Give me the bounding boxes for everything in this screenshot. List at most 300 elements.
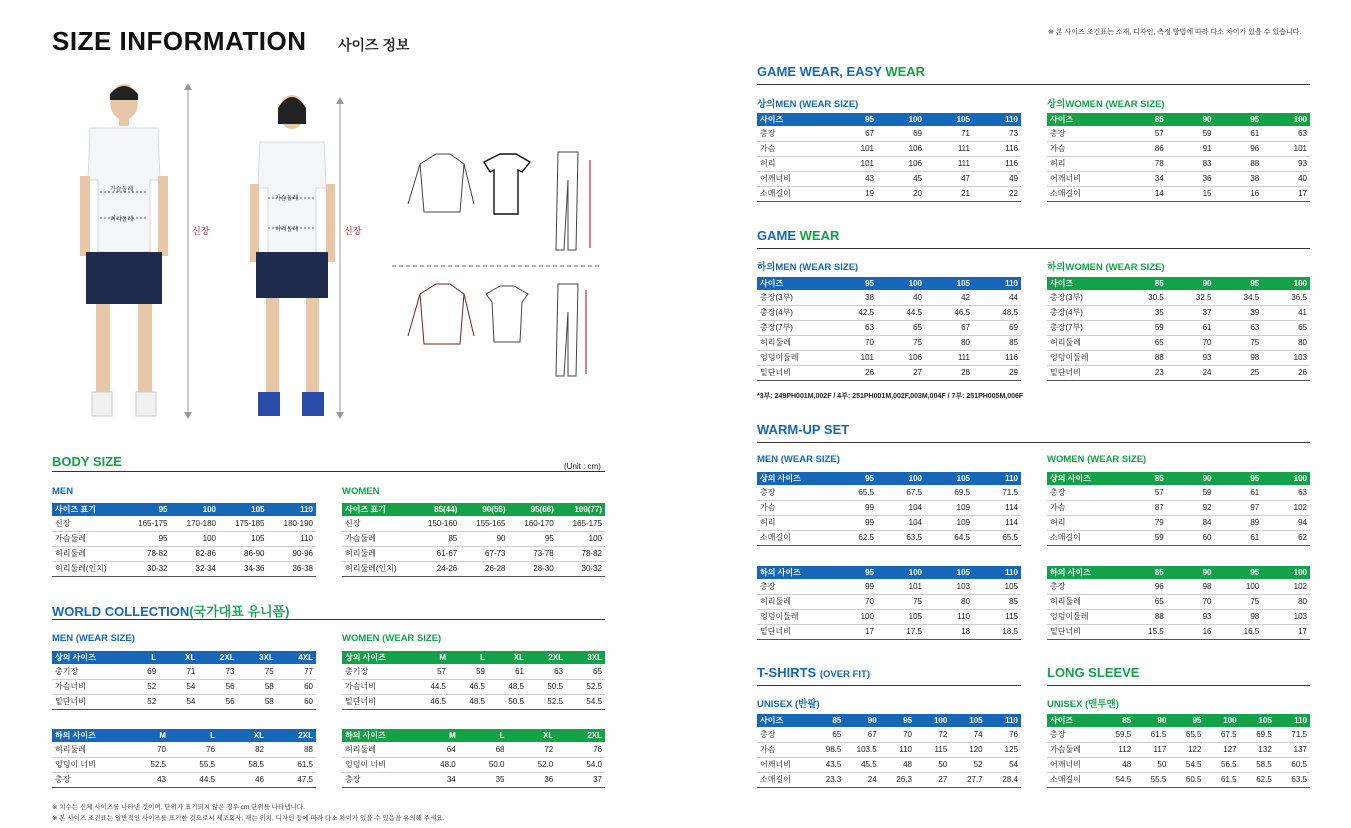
table-row [757,335,1021,350]
table-cell: 67 [829,126,877,141]
table-header-size: 105 [219,503,268,516]
row-label: 허리둘레 [342,742,410,757]
table-cell: 54.5 [1169,757,1204,772]
table-cell: 32-34 [171,561,220,576]
table-cell: 48.5 [488,679,527,694]
table-header-row [52,729,316,742]
table-cell: 70 [880,727,915,742]
table-cell: 115 [973,609,1021,624]
table-cell: 58.5 [218,757,267,772]
table-cell: 70 [120,742,169,757]
table-row [1047,126,1310,141]
table-header-size: 95 [1215,566,1263,579]
table-header-label: 사이즈 [757,113,829,126]
table-cell: 85 [412,531,460,546]
table-row [1047,742,1310,757]
world-rule [52,619,605,620]
table-cell: 88 [1215,156,1263,171]
table-cell: 63 [1262,126,1310,141]
table-cell: 96 [1119,579,1167,594]
table-cell: 98 [1215,609,1263,624]
row-label: 허리둘레 [342,546,412,561]
table-cell: 48.5 [449,694,488,709]
table-header-size: 100 [877,113,925,126]
table-cell: 132 [1240,742,1275,757]
world-women-top-table [342,651,605,710]
row-label: 허리 [757,515,829,530]
table-cell: 78-82 [122,546,171,561]
table-cell: 165-175 [557,516,605,531]
table-cell: 65 [809,727,844,742]
table-row [1047,609,1310,624]
table-header-size: 90 [1167,113,1215,126]
table-header-size: M [410,651,449,664]
table-cell: 61.5 [1134,727,1169,742]
table-row [1047,350,1310,365]
table-row [757,727,1021,742]
table-row [1047,365,1310,380]
warmup-men-top-table [757,472,1021,546]
tshirts-rule [757,685,1021,686]
table-cell: 80 [925,594,973,609]
row-label: 엉덩이둘레 [757,609,829,624]
row-label: 총기장 [342,664,410,679]
table-header-size: 85 [1119,472,1167,485]
table-cell: 24 [844,772,879,787]
table-cell: 34.5 [1215,290,1263,305]
table-cell: 57 [1119,126,1167,141]
table-cell: 94 [1262,515,1310,530]
warmup-women-bottom-table [1047,566,1310,640]
table-cell: 50.5 [488,694,527,709]
table-cell: 17.5 [877,624,925,639]
row-label: 총장 [1047,579,1119,594]
table-cell: 86 [1119,141,1167,156]
table-cell: 64.5 [925,530,973,545]
table-header-size: 105 [950,714,985,727]
table-row [757,365,1021,380]
table-cell: 40 [1262,171,1310,186]
table-cell: 54.5 [566,694,605,709]
table-cell: 101 [829,141,877,156]
table-cell: 16 [1215,186,1263,201]
table-cell: 63 [1262,485,1310,500]
row-label: 어깨너비 [757,171,829,186]
table-cell: 112 [1099,742,1134,757]
table-cell: 125 [986,742,1021,757]
table-cell: 29 [973,365,1021,380]
table-cell: 80 [925,335,973,350]
table-row [52,679,316,694]
table-row [757,350,1021,365]
table-row [757,515,1021,530]
table-header-size: 85 [809,714,844,727]
table-cell: 52.5 [527,694,566,709]
table-cell: 63.5 [877,530,925,545]
table-cell: 26-28 [460,561,508,576]
table-header-size: L [459,729,508,742]
warmup-women-label: WOMEN (WEAR SIZE) [1047,454,1147,465]
table-row [1047,500,1310,515]
table-cell: 104 [877,500,925,515]
row-label: 가슴둘레 [342,531,412,546]
world-women-label: WOMEN (WEAR SIZE) [342,633,442,644]
table-row [342,531,605,546]
table-cell: 18 [925,624,973,639]
table-cell: 72 [508,742,557,757]
body-men-table [52,503,316,577]
row-label: 총장 [757,485,829,500]
warmup-women-top-table [1047,472,1310,546]
table-cell: 103 [925,579,973,594]
table-row [757,757,1021,772]
table-row [342,772,605,787]
table-cell: 27 [877,365,925,380]
table-cell: 175-185 [219,516,268,531]
table-row [52,516,316,531]
table-cell: 100 [1215,579,1263,594]
table-cell: 69.5 [1240,727,1275,742]
table-row [757,624,1021,639]
table-cell: 70 [829,335,877,350]
table-cell: 110 [880,742,915,757]
table-row [1047,186,1310,201]
table-cell: 99 [829,500,877,515]
female-chest-label: 가슴둘레 [275,196,299,202]
table-cell: 28.4 [986,772,1021,787]
table-row [1047,485,1310,500]
game-easy-rule [757,84,1310,85]
table-header-size: XL [488,651,527,664]
table-row [1047,594,1310,609]
table-cell: 47.5 [267,772,316,787]
table-cell: 64 [410,742,459,757]
table-cell: 56.5 [1204,757,1239,772]
warmup-men-bottom-table [757,566,1021,640]
table-cell: 37 [1167,305,1215,320]
table-cell: 28 [925,365,973,380]
table-cell: 54 [159,679,198,694]
row-label: 허리 [757,156,829,171]
tshirts-table [757,714,1021,788]
row-label: 어깨너비 [757,757,809,772]
table-header-label: 상의 사이즈 [1047,472,1119,485]
table-header-size: 110 [973,277,1021,290]
table-row [52,772,316,787]
table-cell: 59 [1119,530,1167,545]
table-row [757,579,1021,594]
table-cell: 17 [1262,186,1310,201]
table-header-row [757,472,1021,485]
row-label: 가슴 [757,500,829,515]
table-cell: 78-82 [557,546,605,561]
table-cell: 46 [218,772,267,787]
table-cell: 52 [120,694,159,709]
table-header-size: 100 [1262,472,1310,485]
row-label: 총기장 [52,664,120,679]
table-header-size: 3XL [566,651,605,664]
table-cell: 30-32 [122,561,171,576]
table-header-row [1047,113,1310,126]
table-header-row [52,503,316,516]
table-row [757,594,1021,609]
table-row [52,757,316,772]
table-header-size: 85(44) [412,503,460,516]
row-label: 밑단너비 [1047,624,1119,639]
table-cell: 73-78 [509,546,557,561]
table-cell: 61 [1215,485,1263,500]
row-label: 총장 [1047,485,1119,500]
table-cell: 62 [1262,530,1310,545]
table-cell: 35 [1119,305,1167,320]
row-label: 총장 [757,727,809,742]
table-cell: 104 [877,515,925,530]
game-easy-men-table [757,113,1021,202]
table-cell: 101 [1262,141,1310,156]
table-header-size: 95 [829,113,877,126]
body-size-heading: BODY SIZE [52,454,122,469]
table-header-size: 90 [1134,714,1169,727]
table-cell: 50.0 [459,757,508,772]
table-row [1047,171,1310,186]
table-cell: 50 [915,757,950,772]
row-label: 가슴너비 [52,679,120,694]
table-header-size: 85 [1119,566,1167,579]
game-easy-men-label: 상의MEN (WEAR SIZE) [757,99,859,110]
table-cell: 63 [1215,320,1263,335]
table-header-label: 사이즈 [1047,113,1119,126]
table-row [342,757,605,772]
table-cell: 63.5 [1275,772,1310,787]
table-header-size: 90 [1167,566,1215,579]
row-label: 신장 [342,516,412,531]
table-cell: 63 [527,664,566,679]
table-cell: 76 [556,742,605,757]
table-cell: 102 [1262,579,1310,594]
row-label: 총장 [52,772,120,787]
table-cell: 97 [1215,500,1263,515]
table-header-size: 95 [829,566,877,579]
table-cell: 43 [829,171,877,186]
table-header-size: 105 [925,566,973,579]
game-wear-men-table [757,277,1021,381]
row-label: 총장(4부) [757,305,829,320]
table-header-size: 110 [986,714,1021,727]
table-cell: 61 [1167,320,1215,335]
table-header-size: XL [218,729,267,742]
table-header-size: 2XL [198,651,237,664]
table-cell: 43.5 [809,757,844,772]
table-cell: 89 [1215,515,1263,530]
table-cell: 38 [1215,171,1263,186]
table-cell: 45.5 [844,757,879,772]
table-row [1047,757,1310,772]
table-header-size: 110 [973,113,1021,126]
table-cell: 61 [1215,530,1263,545]
table-row [757,485,1021,500]
table-cell: 74 [950,727,985,742]
table-header-label: 하의 사이즈 [757,566,829,579]
table-header-size: 100 [1262,113,1310,126]
row-label: 총장 [757,126,829,141]
table-cell: 65.5 [829,485,877,500]
table-header-label: 하의 사이즈 [342,729,410,742]
row-label: 밑단너비 [757,365,829,380]
table-cell: 52 [950,757,985,772]
body-women-label: WOMEN [342,486,380,497]
table-header-size: 105 [925,472,973,485]
table-cell: 24 [1167,365,1215,380]
table-header-size: 100 [1262,566,1310,579]
table-cell: 18.5 [973,624,1021,639]
table-row [757,126,1021,141]
row-label: 총장(7부) [1047,320,1119,335]
table-cell: 106 [877,141,925,156]
warmup-heading: WARM-UP SET [757,422,850,437]
table-cell: 46.5 [410,694,449,709]
table-header-row [757,714,1021,727]
table-cell: 69.5 [925,485,973,500]
table-cell: 105 [877,609,925,624]
table-cell: 160-170 [509,516,557,531]
model-photos [70,80,610,425]
table-cell: 30-32 [557,561,605,576]
row-label: 소매길이 [1047,530,1119,545]
table-cell: 36 [508,772,557,787]
table-header-size: 105 [1240,714,1275,727]
table-header-size: 85 [1119,277,1167,290]
table-cell: 69 [120,664,159,679]
row-label: 엉덩이둘레 [1047,350,1119,365]
table-header-label: 하의 사이즈 [1047,566,1119,579]
table-cell: 44.5 [410,679,449,694]
table-cell: 71 [925,126,973,141]
table-header-label: 상의 사이즈 [52,651,120,664]
table-cell: 111 [925,350,973,365]
table-header-size: XL [508,729,557,742]
table-cell: 117 [1134,742,1169,757]
table-header-row [1047,277,1310,290]
table-cell: 40 [877,290,925,305]
footnote-1: ※ 치수는 신체 사이즈를 나타낸 것이며, 단위가 표기되지 않은 경우 cm 단위를 나타냅니다. [52,804,305,811]
row-label: 총장 [757,579,829,594]
table-cell: 21 [925,186,973,201]
table-cell: 84 [1167,515,1215,530]
world-women-bottom-table [342,729,605,788]
table-cell: 26 [1262,365,1310,380]
table-cell: 70 [1167,594,1215,609]
table-header-size: 95(66) [509,503,557,516]
row-label: 밑단너비 [52,694,120,709]
table-cell: 59 [1167,126,1215,141]
table-row [757,156,1021,171]
row-label: 엉덩이둘레 [757,350,829,365]
male-chest-label: 가슴둘레 [110,187,134,193]
table-row [52,694,316,709]
row-label: 가슴너비 [342,679,410,694]
table-row [757,320,1021,335]
table-cell: 155-165 [460,516,508,531]
table-row [342,516,605,531]
table-cell: 75 [238,664,277,679]
table-cell: 54 [986,757,1021,772]
table-cell: 52.5 [566,679,605,694]
table-cell: 50 [1134,757,1169,772]
table-header-size: M [410,729,459,742]
table-cell: 58 [238,694,277,709]
row-label: 허리둘레 [52,546,122,561]
table-cell: 56 [198,679,237,694]
table-cell: 61-67 [412,546,460,561]
table-cell: 115 [915,742,950,757]
row-label: 밑단너비 [342,694,410,709]
table-cell: 62.5 [829,530,877,545]
table-header-size: 100(77) [557,503,605,516]
table-header-size: 100 [877,472,925,485]
warmup-men-label: MEN (WEAR SIZE) [757,454,840,465]
table-row [757,530,1021,545]
table-header-size: 110 [973,566,1021,579]
table-cell: 23.3 [809,772,844,787]
table-header-label: 상의 사이즈 [757,472,829,485]
table-cell: 22 [973,186,1021,201]
table-cell: 69 [877,126,925,141]
table-header-size: 100 [915,714,950,727]
table-header-size: 95 [880,714,915,727]
table-cell: 98.5 [809,742,844,757]
table-header-label: 사이즈 [1047,277,1119,290]
table-header-row [1047,472,1310,485]
table-cell: 100 [171,531,220,546]
table-row [1047,141,1310,156]
table-cell: 95 [509,531,557,546]
table-cell: 91 [1167,141,1215,156]
table-header-label: 사이즈 [1047,714,1099,727]
table-cell: 85 [973,335,1021,350]
row-label: 허리 [1047,515,1119,530]
table-row [1047,772,1310,787]
male-waist-label: 허리둘레 [110,217,134,223]
table-cell: 80 [1262,335,1310,350]
table-header-label: 사이즈 [757,714,809,727]
table-cell: 122 [1169,742,1204,757]
table-cell: 52.0 [508,757,557,772]
table-cell: 55.5 [169,757,218,772]
table-cell: 62.5 [1240,772,1275,787]
table-header-size: 95 [829,277,877,290]
table-cell: 43 [120,772,169,787]
table-header-size: 2XL [267,729,316,742]
table-cell: 83 [1167,156,1215,171]
table-header-size: 85 [1099,714,1134,727]
table-cell: 34-36 [219,561,268,576]
table-cell: 54.5 [1099,772,1134,787]
table-cell: 65 [877,320,925,335]
table-header-size: 100 [877,277,925,290]
table-cell: 180-190 [268,516,317,531]
disclaimer: ※ 본 사이즈 조건표는 소재, 디자인, 측정 방법에 따라 다소 차이가 있을 수 있습니다. [1048,29,1302,36]
row-label: 총장(3부) [1047,290,1119,305]
table-cell: 87 [1119,500,1167,515]
table-cell: 44 [973,290,1021,305]
table-cell: 48 [880,757,915,772]
table-header-size: 110 [268,503,317,516]
table-row [1047,320,1310,335]
table-header-size: 100 [1204,714,1239,727]
row-label: 가슴 [757,141,829,156]
body-size-rule [52,471,605,472]
table-cell: 16 [1167,624,1215,639]
